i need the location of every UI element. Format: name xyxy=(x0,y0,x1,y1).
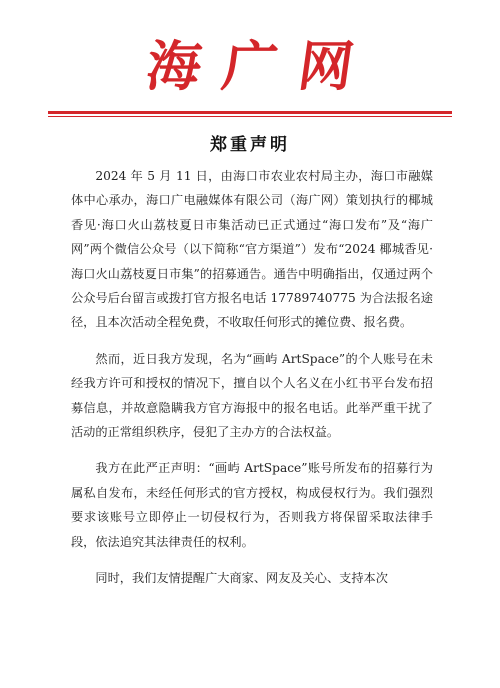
letterhead-rule-thin xyxy=(48,116,452,117)
notice-paragraph: 同时，我们友情提醒广大商家、网友及关心、支持本次 xyxy=(95,571,388,586)
notice-paragraph: 我方在此严正声明：“画屿 ArtSpace”账号所发布的招募行为属私自发布，未经任何形式的官方授权，构成侵权行为。我们强烈要求该账号立即停止一切侵权行为，否则我方将保留采取法律手段，依法追究其法律责任的权利。 xyxy=(71,461,433,549)
letterhead-rule-thick xyxy=(48,111,452,114)
notice-paragraph: 2024 年 5 月 11 日，由海口市农业农村局主办，海口市融媒体中心承办，海口广电融媒体有限公司（海广网）策划执行的椰城香见·海口火山荔枝夏日市集活动已正式通过“海口发布”及“海广网”两个微信公众号（以下简称“官方渠道”）发布“2024 椰城香见·海口火山荔枝夏日市集”的招募通告。通告中明确指出，仅通过两个公众号后台留言或拨打官方报名电话 17789740775 为合法报名途径，且本次活动全程免费，不收取任何形式的摊位费、报名费。 xyxy=(71,169,433,330)
notice-paragraph: 然而，近日我方发现，名为“画屿 ArtSpace”的个人账号在未经我方许可和授权的情况下，擅自以个人名义在小红书平台发布招募信息，并故意隐瞒我方官方海报中的报名电话。此举严重干扰了活动的正常组织秩序，侵犯了主办方的合法权益。 xyxy=(71,351,433,440)
notice-title: 郑重声明 xyxy=(210,135,290,155)
letterhead-logo: 海广网 xyxy=(142,34,380,98)
notice-body xyxy=(71,164,433,591)
